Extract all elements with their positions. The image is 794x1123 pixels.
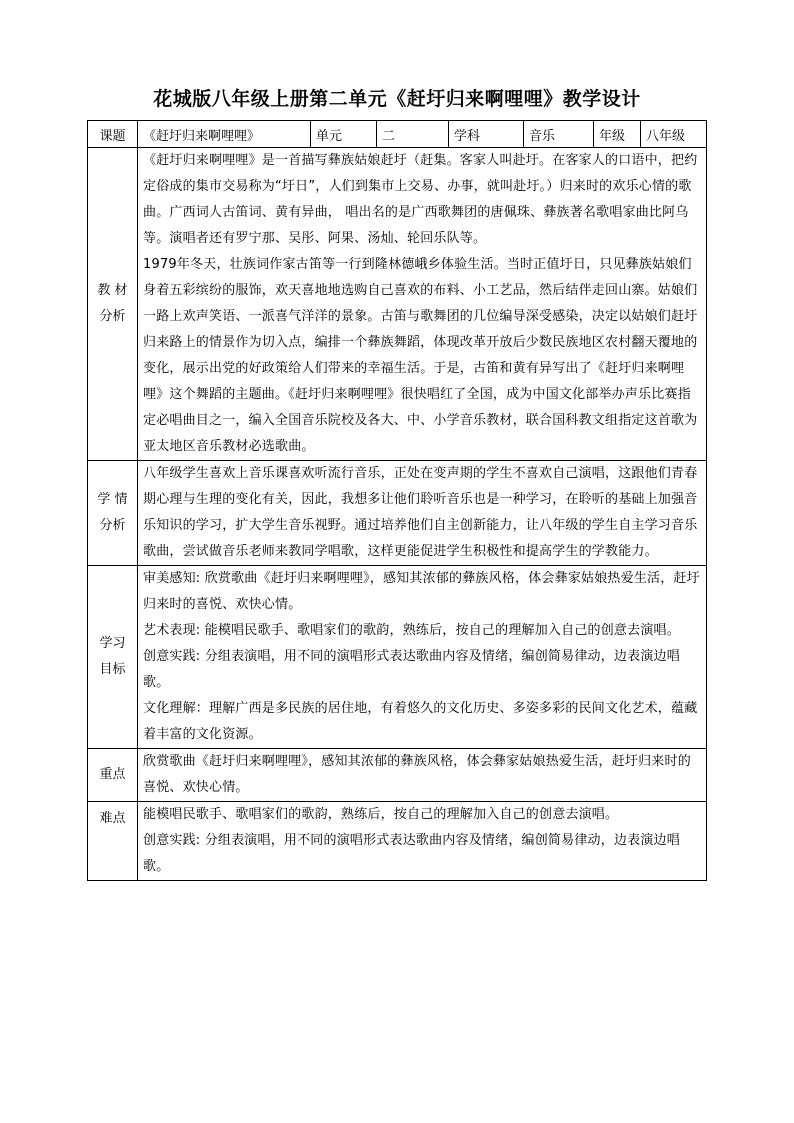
student-analysis-content xyxy=(138,461,707,566)
material-analysis-row xyxy=(88,148,707,461)
material-analysis-label xyxy=(88,148,138,461)
material-analysis-content xyxy=(138,148,707,461)
student-analysis-row xyxy=(88,461,707,566)
topic-value: 《赶圩归来啊哩哩》 xyxy=(138,121,311,148)
difficulties-row xyxy=(88,802,707,881)
goal-art-expression: 艺术表现: 能模唱民歌手、歌唱家们的歌韵，熟练后，按自己的理解加入自己的创意去演唱。 xyxy=(143,623,680,638)
goal-aesthetic: 审美感知: 欣赏歌曲《赶圩归来啊哩哩》，感知其浓郁的彝族风格，体会彝家姑娘热爱生活，赶圩归来时的喜悦、欢快心情。 xyxy=(143,571,700,612)
goals-label-line2: 目标 xyxy=(99,662,126,677)
difficulties-paragraph: 创意实践: 分组表演唱，用不同的演唱形式表达歌曲内容及情绪，编创简易律动，边表演边唱歌。 xyxy=(143,833,680,874)
difficulties-label: 难点 xyxy=(88,802,138,881)
goal-creative-practice: 创意实践: 分组表演唱，用不同的演唱形式表达歌曲内容及情绪，编创简易律动，边表演边唱歌。 xyxy=(143,649,680,690)
key-points-content xyxy=(138,749,707,802)
grade-value: 八年级 xyxy=(641,121,707,148)
key-points-paragraph: 欣赏歌曲《赶圩归来啊哩哩》，感知其浓郁的彝族风格，体会彝家姑娘热爱生活，赶圩归来时的喜悦、欢快心情。 xyxy=(143,754,691,795)
subject-label: 学科 xyxy=(449,121,524,148)
lesson-plan-table xyxy=(87,120,707,881)
header-row xyxy=(88,121,707,148)
students-paragraph: 八年级学生喜欢上音乐课喜欢听流行音乐，正处在变声期的学生不喜欢自己演唱，这跟他们青春期心理与生理的变化有关，因此，我想多让他们聆听音乐也是一种学习，在聆听的基础上加强音乐知识的学习，扩大学生音乐视野。通过培养他们自主创新能力，让八年级的学生自主学习音乐歌曲，尝试做音乐老师来教同学唱歌，这样更能促进学生积极性和提高学生的学教能力。 xyxy=(143,466,698,559)
unit-label: 单元 xyxy=(311,121,377,148)
goals-label-line1: 学习 xyxy=(99,636,126,651)
key-points-label: 重点 xyxy=(88,749,138,802)
students-label-line1: 学 情 xyxy=(97,492,128,507)
material-label-line1: 教 材 xyxy=(97,283,128,298)
material-paragraph: 1979年冬天，壮族词作家古笛等一行到隆林德峨乡体验生活。当时正值圩日，只见彝族姑娘们身着五彩缤纷的服饰，欢天喜地地选购自己喜欢的布料、小工艺品，然后结伴走回山寨。姑娘们一路上欢声笑语、一派喜气洋洋的景象。古笛与歌舞团的几位编导深受感染，决定以姑娘们赶圩归来路上的情景作为切入点，编排一个彝族舞蹈，体现改革开放后少数民族地区农村翻天覆地的变化，展示出党的好政策给人们带来的幸福生活。于是，古笛和黄有异写出了《赶圩归来啊哩哩》这个舞蹈的主题曲。《赶圩归来啊哩哩》很快唱红了全国，成为中国文化部举办声乐比赛指定必唱曲目之一，编入全国音乐院校及各大、中、小学音乐教材，联合国科教文组指定这首歌为亚太地区音乐教材必选歌曲。 xyxy=(143,257,698,454)
key-points-row xyxy=(88,749,707,802)
material-paragraph: 《赶圩归来啊哩哩》是一首描写彝族姑娘赶圩（赶集。客家人叫赴圩。在客家人的口语中，把约定俗成的集市交易称为“圩日”，人们到集市上交易、办事，就叫赴圩。）归来时的欢乐心情的歌曲。广西词人古笛词、黄有异曲， 唱出名的是广西歌舞团的唐佩珠、彝族著名歌唱家曲比阿乌等。演唱者还有罗宁那、吴彤、阿果、汤灿、轮回乐队等。 xyxy=(143,153,698,246)
student-analysis-label xyxy=(88,461,138,566)
goal-culture: 文化理解：理解广西是多民族的居住地，有着悠久的文化历史、多姿多彩的民间文化艺术，蕴藏着丰富的文化资源。 xyxy=(143,701,698,742)
students-label-line2: 分析 xyxy=(99,518,126,533)
difficulties-content xyxy=(138,802,707,881)
learning-goals-label xyxy=(88,566,138,749)
topic-label: 课题 xyxy=(88,121,138,148)
material-label-line2: 分析 xyxy=(99,309,126,324)
learning-goals-content xyxy=(138,566,707,749)
grade-label: 年级 xyxy=(594,121,641,148)
learning-goals-row xyxy=(88,566,707,749)
document-title: 花城版八年级上册第二单元《赶圩归来啊哩哩》教学设计 xyxy=(153,88,641,110)
unit-value: 二 xyxy=(377,121,449,148)
subject-value: 音乐 xyxy=(524,121,594,148)
difficulties-paragraph: 能模唱民歌手、歌唱家们的歌韵，熟练后，按自己的理解加入自己的创意去演唱。 xyxy=(143,807,619,822)
